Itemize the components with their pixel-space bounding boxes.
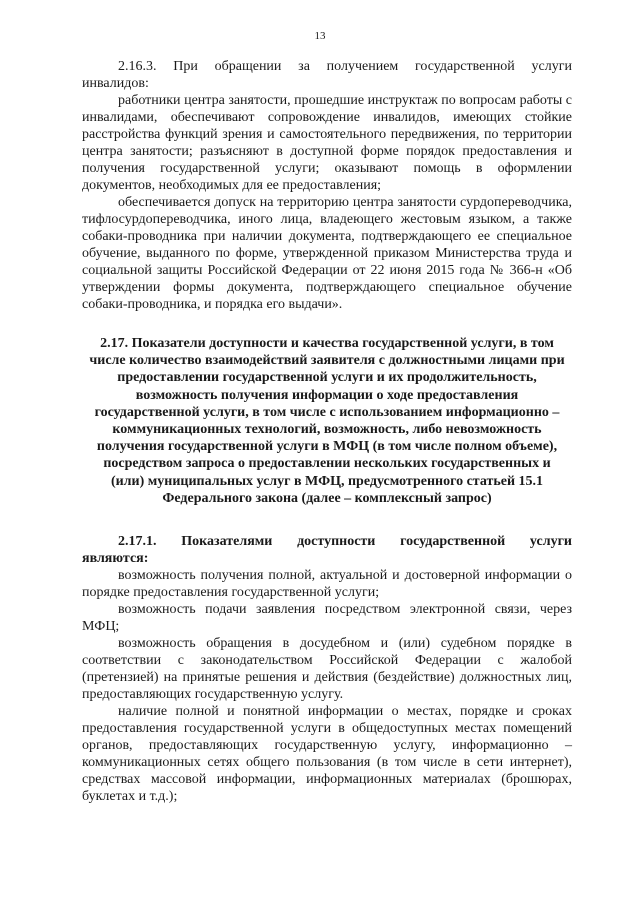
paragraph-2-16-3-intro: 2.16.3. При обращении за получением государственной услуги инвалидов: [82, 59, 572, 91]
section-heading-2-17: 2.17. Показатели доступности и качества государственной услуги, в том числе количество взаимодействий заявителя с должностными лицами при предоставлении государственной услуги и их продолжительность, возможность получения информации о ходе предоставления государственной услуги, в том числе с использованием информационно – коммуникационных технологий, возможность, либо невозможность получения государственной услуги в МФЦ (в том числе полном объеме), посредством запроса о предоставлении нескольких государственных и (или) муниципальных услуг в МФЦ, предусмотренного статьей 15.1 Федерального закона (далее – комплексный запрос) [89, 336, 565, 506]
paragraph-2-16-3-access: обеспечивается допуск на территорию центра занятости сурдопереводчика, тифлосурдопереводчика, иного лица, владеющего жестовым языком, а также собаки-проводника при наличии документа, подтверждающего ее специальное обучение, выданного по форме, утвержденной приказом Министерства труда и социальной защиты Российской Федерации от 22 июня 2015 года № 366-н «Об утверждении формы документа, подтверждающего специальное обучение собаки-проводника, и порядка его выдачи». [82, 195, 572, 312]
paragraph-2-17-1-item-1: возможность получения полной, актуальной и достоверной информации о порядке предоставления государственной услуги; [82, 568, 572, 601]
paragraph-2-17-1-item-3: возможность обращения в досудебном и (или) судебном порядке в соответствии с законодательством Российской Федерации с жалобой (претензией) на принятые решения и действия (бездействие) должностных лиц, предоставляющих государственную услугу. [82, 636, 572, 703]
page-number: 13 [314, 30, 326, 42]
paragraph-2-17-1-item-2: возможность подачи заявления посредством электронной связи, через МФЦ; [82, 602, 572, 635]
paragraph-2-17-1-item-4: наличие полной и понятной информации о местах, порядке и сроках предоставления государственной услуги в общедоступных местах помещений органов, предоставляющих государственную услугу, информационно – коммуникационных сетях общего пользования (в том числе в сети интернет), средствах массовой информации, информационных материалах (брошюрах, буклетах и т.д.); [82, 704, 572, 805]
paragraph-2-16-3-staff: работники центра занятости, прошедшие инструктаж по вопросам работы с инвалидами, обеспечивают сопровождение инвалидов, имеющих стойкие расстройства функций зрения и самостоятельного передвижения, по территории центра занятости; разъясняют в доступной форме порядок предоставления и получения государственной услуги; оказывают помощь в оформлении документов, необходимых для ее предоставления; [82, 93, 572, 193]
paragraph-2-17-1-intro: 2.17.1. Показателями доступности государственной услуги являются: [82, 534, 572, 567]
document-body [82, 58, 572, 805]
